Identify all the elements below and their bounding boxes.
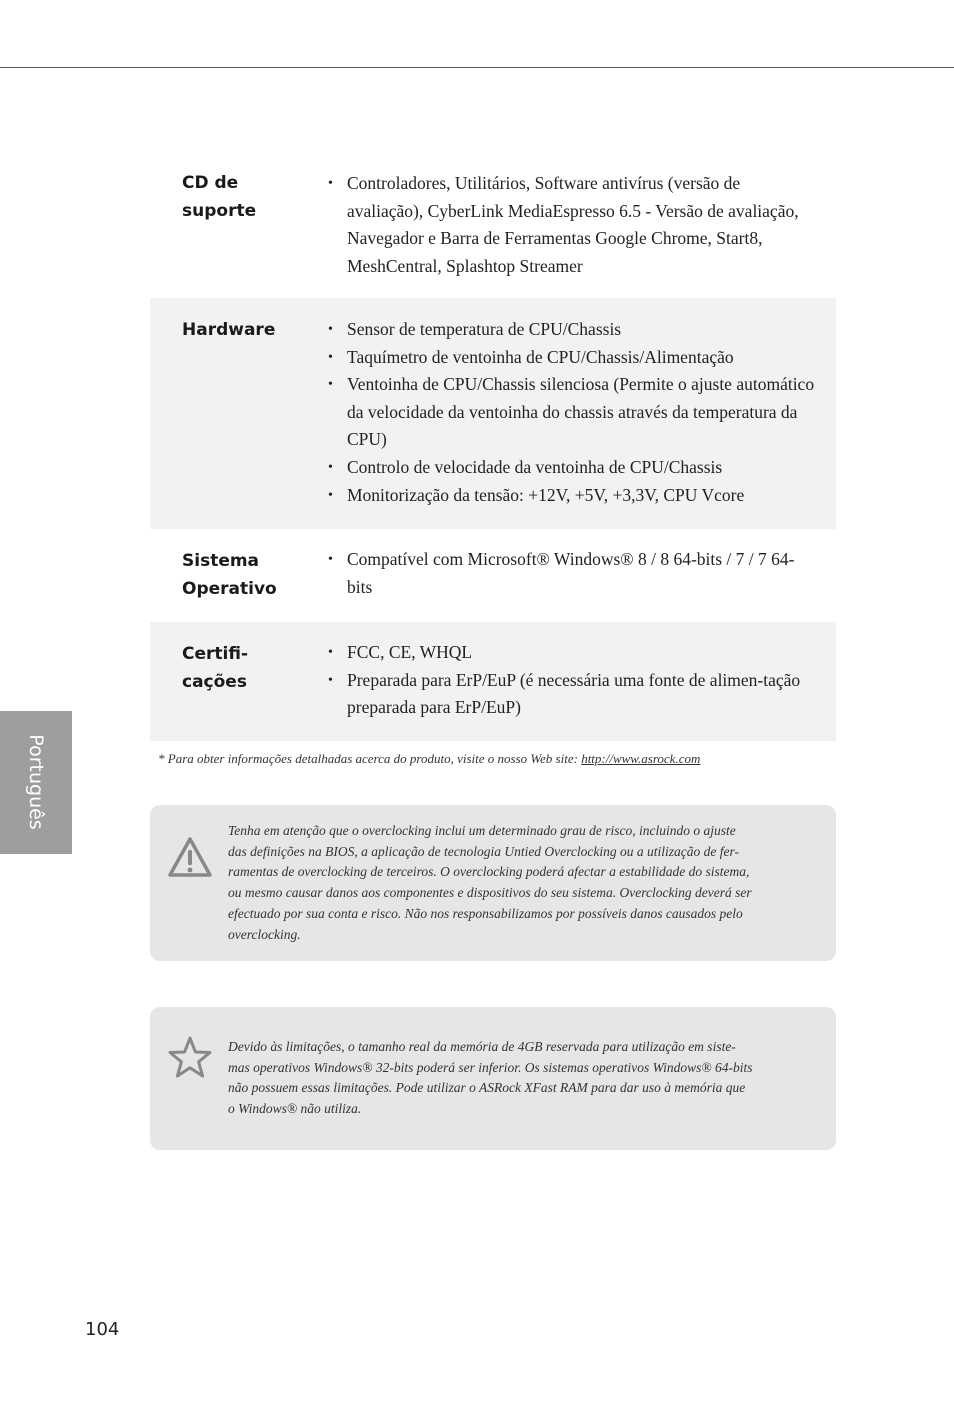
- spec-list: [326, 316, 816, 509]
- footnote: [158, 749, 838, 769]
- list-item: • Controlo de velocidade da ventoinha de CPU/Chassis: [326, 454, 816, 482]
- star-icon: [166, 1035, 214, 1079]
- spec-row-certifications: [150, 622, 836, 741]
- spec-list: [326, 639, 816, 722]
- warning-triangle-icon: [166, 835, 214, 879]
- warning-text: Tenha em atenção que o overclocking inclui um determinado grau de risco, incluindo o ajuste das definições na BIOS, a aplicação de tecnologia Untied Overclocking ou a utilização de fer- ramentas de overclocking de terceiros. O overclocking poderá afectar a estabilidade do sistema, ou mesmo causar danos aos componentes e dispositivos do seu sistema. Overclocking deverá ser efectuado por sua conta e risco. Não nos responsabilizamos por possíveis danos causados pelo overclocking.: [228, 823, 752, 942]
- tip-text: Devido às limitações, o tamanho real da memória de 4GB reservada para utilização em siste- mas operativos Windows® 32-bits poderá ser inferior. Os sistemas operativos Windows® 64-bits não possuem essas limitações. Pode utilizar o ASRock XFast RAM para dar uso à memória que o Windows® não utiliza.: [228, 1039, 753, 1117]
- list-item: • Ventoinha de CPU/Chassis silenciosa (Permite o ajuste automático da velocidade da ventoinha do chassis através da temperatura da CPU): [326, 371, 816, 454]
- spec-row-hardware: [150, 298, 836, 529]
- list-item: • FCC, CE, WHQL: [326, 639, 816, 667]
- list-item: • Monitorização da tensão: +12V, +5V, +3,3V, CPU Vcore: [326, 482, 816, 510]
- list-item: • Taquímetro de ventoinha de CPU/Chassis/Alimentação: [326, 344, 816, 372]
- spec-list: [326, 170, 816, 280]
- language-side-tab: [0, 711, 72, 854]
- list-item: • Compatível com Microsoft® Windows® 8 / 8 64-bits / 7 / 7 64-bits: [326, 546, 816, 601]
- tip-box: [150, 1007, 836, 1150]
- spec-list: [326, 546, 816, 601]
- list-item: • Controladores, Utilitários, Software antivírus (versão de avaliação), CyberLink MediaEspresso 6.5 - Versão de avaliação, Navegador e Barra de Ferramentas Google Chrome, Start8, MeshCentral, Splashtop Streamer: [326, 170, 816, 280]
- page-number: 104: [85, 1319, 120, 1340]
- spec-row-support-cd: [150, 168, 836, 298]
- spec-row-operating-system: [150, 529, 836, 622]
- footnote-text: * Para obter informações detalhadas acerca do produto, visite o nosso Web site:: [158, 751, 582, 766]
- spec-label: Certifi- cações: [182, 644, 248, 692]
- header-rule: [0, 67, 954, 68]
- warning-box: [150, 805, 836, 961]
- list-item: • Sensor de temperatura de CPU/Chassis: [326, 316, 816, 344]
- spec-label: Sistema Operativo: [182, 551, 277, 599]
- spec-label: Hardware: [182, 320, 276, 340]
- spec-label: CD de suporte: [182, 173, 257, 221]
- asrock-website-link[interactable]: http://www.asrock.com: [581, 751, 701, 766]
- list-item: • Preparada para ErP/EuP (é necessária uma fonte de alimen-tação preparada para ErP/EuP): [326, 667, 816, 722]
- side-tab-label: Português: [25, 734, 47, 830]
